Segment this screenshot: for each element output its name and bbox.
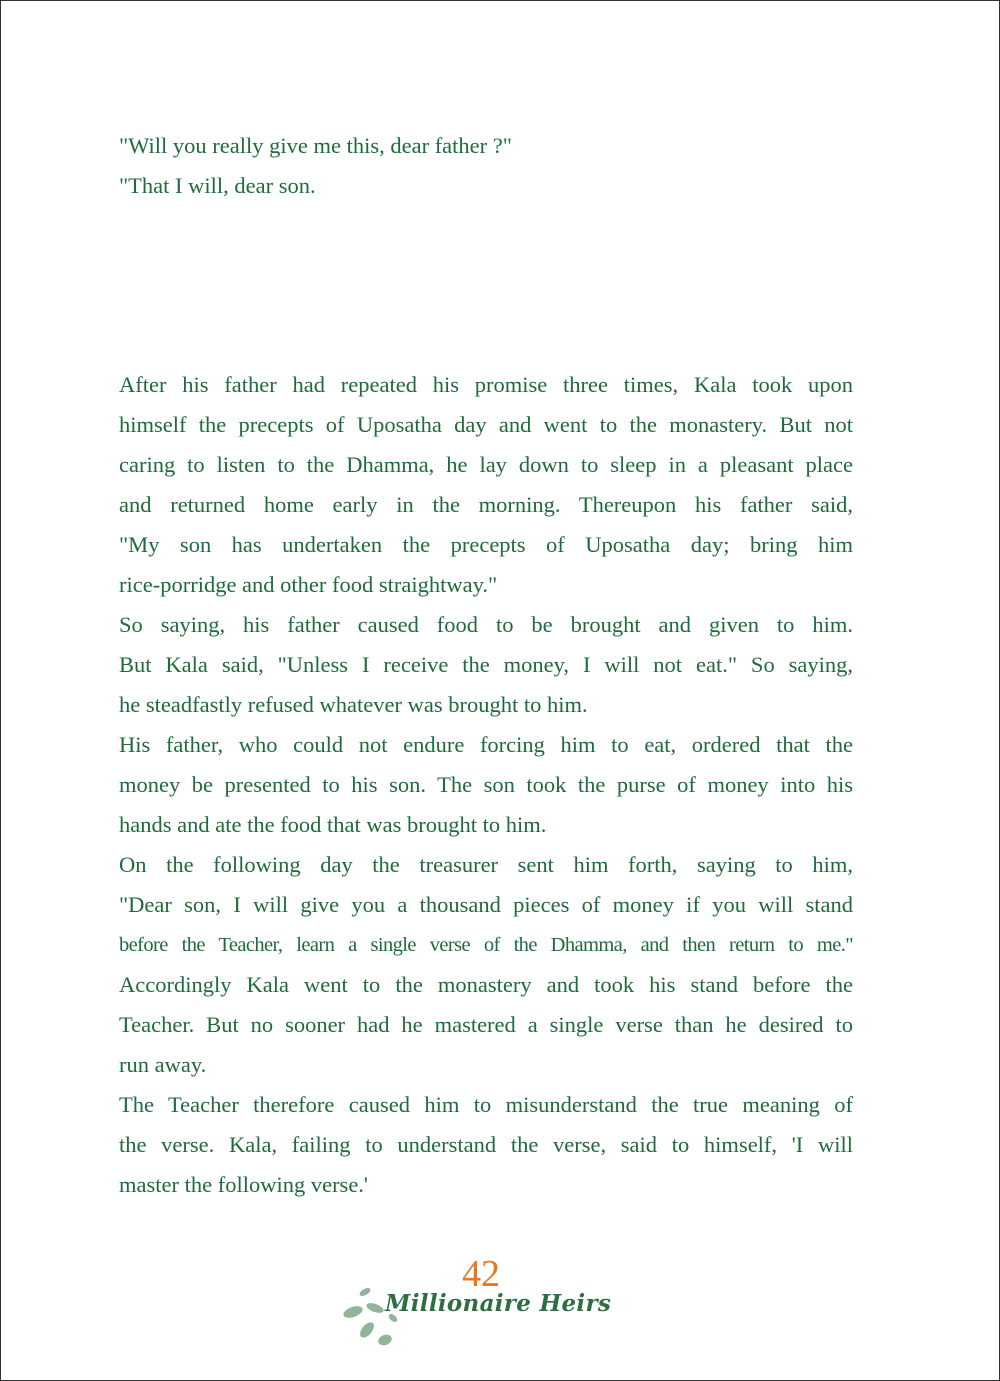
body-line: rice-porridge and other food straightway." [119,572,498,597]
body-line: the verse. Kala, failing to understand the verse, said to himself, 'I will [119,1132,853,1157]
dialogue-line-2: "That I will, dear son. [119,173,316,198]
body-line: before the Teacher, learn a single verse of the Dhamma, and then return to me." [119,934,853,956]
brand-name: Millionaire Heirs [385,1290,612,1317]
body-line: Teacher. But no sooner had he mastered a single verse than he desired to [119,1012,853,1037]
body-line: Accordingly Kala went to the monastery and took his stand before the [119,972,853,997]
dialogue-line-1: "Will you really give me this, dear father ?" [119,133,512,158]
body-line: The Teacher therefore caused him to misunderstand the true meaning of [119,1092,853,1117]
body-line: "Dear son, I will give you a thousand pieces of money if you will stand [119,892,853,917]
body-line: His father, who could not endure forcing him to eat, ordered that the [119,732,853,757]
body-line: But Kala said, "Unless I receive the money, I will not eat." So saying, [119,652,853,677]
body-line: himself the precepts of Uposatha day and went to the monastery. But not [119,412,853,437]
body-line: and returned home early in the morning. Thereupon his father said, [119,492,853,517]
body-line: "My son has undertaken the precepts of Uposatha day; bring him [119,532,853,557]
body-line: run away. [119,1052,207,1077]
body-line: After his father had repeated his promise three times, Kala took upon [119,372,853,397]
body-line: hands and ate the food that was brought to him. [119,812,547,837]
body-line: master the following verse.' [119,1172,368,1197]
body-line: caring to listen to the Dhamma, he lay down to sleep in a pleasant place [119,452,853,477]
body-line: So saying, his father caused food to be brought and given to him. [119,612,853,637]
body-line: he steadfastly refused whatever was brought to him. [119,692,588,717]
body-line: money be presented to his son. The son took the purse of money into his [119,772,853,797]
body-line: On the following day the treasurer sent him forth, saying to him, [119,852,853,877]
page-number: 42 [462,1253,500,1295]
